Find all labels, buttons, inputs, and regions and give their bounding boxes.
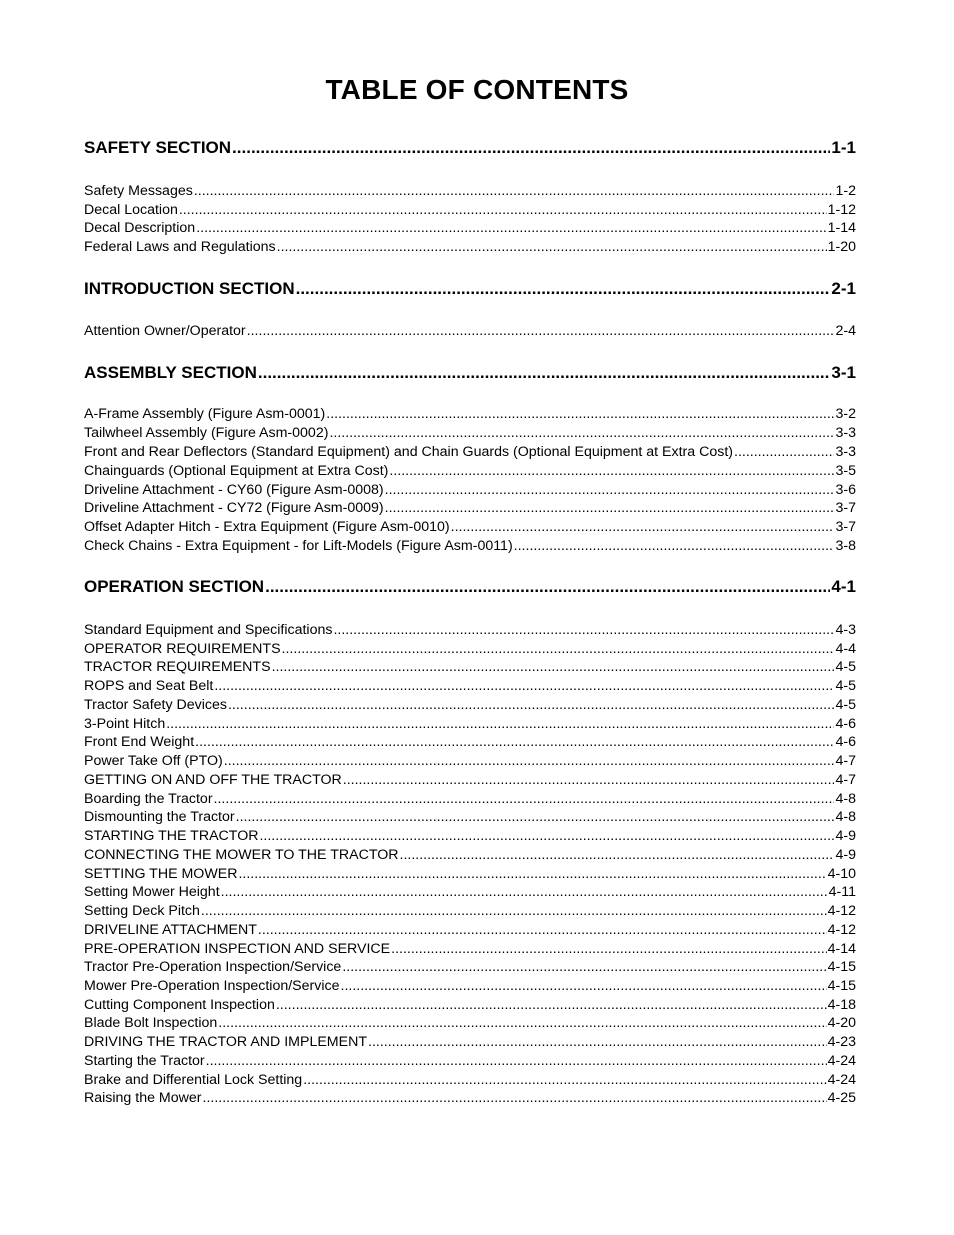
entry-page: 4-7 [835,753,856,769]
entry-page: 3-3 [835,444,856,460]
leader-dots [203,1090,827,1106]
entry-page: 4-9 [835,828,856,844]
leader-dots [391,941,826,957]
entry-label: DRIVELINE ATTACHMENT [84,922,257,938]
entry-label: SETTING THE MOWER [84,866,238,882]
toc-entry[interactable] [84,809,856,826]
toc-entry[interactable] [84,500,856,517]
entry-page: 1-14 [827,220,856,236]
toc-entry[interactable] [84,659,856,676]
entry-page: 4-14 [827,941,856,957]
entry-page: 4-7 [835,772,856,788]
entry-label: Driveline Attachment - CY72 (Figure Asm-0009) [84,500,384,516]
toc-entry[interactable] [84,202,856,219]
leader-dots [368,1034,827,1050]
entry-label: Power Take Off (PTO) [84,753,223,769]
entry-page: 4-24 [827,1053,856,1069]
toc-entry[interactable] [84,425,856,442]
toc-section-operation[interactable] [84,577,856,597]
entry-page: 4-12 [827,903,856,919]
entry-page: 4-9 [835,847,856,863]
entry-label: Check Chains - Extra Equipment - for Lift-Models (Figure Asm-0011) [84,538,513,554]
leader-dots [343,772,835,788]
entry-label: ROPS and Seat Belt [84,678,214,694]
leader-dots [272,659,835,675]
leader-dots [196,220,826,236]
leader-dots [514,538,835,554]
entry-label: Decal Description [84,220,196,236]
entry-label: Mower Pre-Operation Inspection/Service [84,978,340,994]
toc-entry[interactable] [84,1090,856,1107]
entry-page: 4-23 [827,1034,856,1050]
entry-page: 4-18 [827,997,856,1013]
section-label: ASSEMBLY SECTION [84,363,257,382]
entry-page: 4-8 [835,791,856,807]
toc-entry[interactable] [84,941,856,958]
entry-page: 3-7 [835,500,856,516]
leader-dots [734,444,834,460]
toc-entry[interactable] [84,519,856,536]
leader-dots [221,884,828,900]
entry-label: Dismounting the Tractor [84,809,235,825]
toc-entry[interactable] [84,183,856,200]
toc-entry[interactable] [84,922,856,939]
entry-label: Safety Messages [84,183,193,199]
toc-entry[interactable] [84,866,856,883]
entry-label: Federal Laws and Regulations [84,239,276,255]
entry-label: TRACTOR REQUIREMENTS [84,659,271,675]
entry-page: 4-25 [827,1090,856,1106]
entry-page: 3-7 [835,519,856,535]
toc-entry[interactable] [84,463,856,480]
entry-page: 4-4 [835,641,856,657]
leader-dots [224,753,835,769]
entry-page: 1-2 [835,183,856,199]
entry-label: CONNECTING THE MOWER TO THE TRACTOR [84,847,399,863]
entry-label: Front End Weight [84,734,195,750]
toc-entry[interactable] [84,903,856,920]
leader-dots [282,641,835,657]
toc-section-safety[interactable] [84,138,856,158]
entry-label: GETTING ON AND OFF THE TRACTOR [84,772,342,788]
entry-label: Front and Rear Deflectors (Standard Equipment) and Chain Guards (Optional Equipment at Extra Cost) [84,444,734,460]
entry-page: 4-5 [835,697,856,713]
leader-dots [236,809,835,825]
entry-page: 4-24 [827,1072,856,1088]
toc-entry[interactable] [84,716,856,733]
leader-dots [277,239,827,255]
entry-label: Standard Equipment and Specifications [84,622,333,638]
entry-label: 3-Point Hitch [84,716,166,732]
leader-dots [326,406,834,422]
leader-dots [333,622,834,638]
section-label: SAFETY SECTION [84,138,232,157]
leader-dots [385,500,835,516]
toc-entry[interactable] [84,220,856,237]
toc-entry[interactable] [84,444,856,461]
entry-label: OPERATOR REQUIREMENTS [84,641,281,657]
leader-dots [329,425,834,441]
section-page: 3-1 [831,363,856,382]
leader-dots [232,138,830,158]
leader-dots [214,678,834,694]
leader-dots [400,847,835,863]
entry-label: PRE-OPERATION INSPECTION AND SERVICE [84,941,391,957]
leader-dots [259,828,834,844]
leader-dots [166,716,834,732]
toc-entry[interactable] [84,538,856,555]
toc-entry[interactable] [84,406,856,423]
entry-label: Attention Owner/Operator [84,323,246,339]
toc-entry[interactable] [84,1015,856,1032]
page-title: TABLE OF CONTENTS [325,74,629,105]
leader-dots [276,997,827,1013]
toc-entry[interactable] [84,1072,856,1089]
leader-dots [179,202,827,218]
entry-page: 1-12 [827,202,856,218]
entry-label: Offset Adapter Hitch - Extra Equipment (Figure Asm-0010) [84,519,450,535]
entry-label: Driveline Attachment - CY60 (Figure Asm-0008) [84,482,384,498]
leader-dots [389,463,834,479]
toc-entry[interactable] [84,828,856,845]
entry-label: Brake and Differential Lock Setting [84,1072,303,1088]
entry-label: Tailwheel Assembly (Figure Asm-0002) [84,425,329,441]
entry-page: 4-11 [828,884,856,900]
leader-dots [228,697,835,713]
toc-entry[interactable] [84,641,856,658]
entry-label: Raising the Mower [84,1090,202,1106]
entry-label: Decal Location [84,202,178,218]
section-label: INTRODUCTION SECTION [84,279,295,298]
toc-entry[interactable] [84,753,856,770]
toc-entry[interactable] [84,997,856,1014]
toc-entry[interactable] [84,884,856,901]
leader-dots [195,734,834,750]
entry-page: 4-8 [835,809,856,825]
toc-entry[interactable] [84,791,856,808]
leader-dots [296,279,831,299]
leader-dots [238,866,826,882]
entry-page: 3-8 [835,538,856,554]
section-page: 2-1 [831,279,856,298]
toc-entry[interactable] [84,239,856,256]
entry-page: 1-20 [827,239,856,255]
entry-label: STARTING THE TRACTOR [84,828,259,844]
leader-dots [342,959,826,975]
entry-label: Setting Mower Height [84,884,220,900]
leader-dots [218,1015,826,1031]
entry-page: 3-3 [835,425,856,441]
entry-label: Tractor Safety Devices [84,697,227,713]
section-page: 4-1 [831,577,856,596]
entry-page: 4-20 [827,1015,856,1031]
entry-label: Chainguards (Optional Equipment at Extra Cost) [84,463,389,479]
entry-label: Blade Bolt Inspection [84,1015,218,1031]
entry-page: 4-5 [835,659,856,675]
toc-entry[interactable] [84,772,856,789]
toc-entry[interactable] [84,323,856,340]
leader-dots [247,323,835,339]
entry-page: 4-12 [827,922,856,938]
entry-page: 4-5 [835,678,856,694]
entry-label: Cutting Component Inspection [84,997,275,1013]
leader-dots [206,1053,827,1069]
entry-page: 2-4 [835,323,856,339]
toc-section-introduction[interactable] [84,279,856,299]
toc-entry[interactable] [84,734,856,751]
entry-page: 3-5 [835,463,856,479]
entry-label: DRIVING THE TRACTOR AND IMPLEMENT [84,1034,368,1050]
entry-label: Starting the Tractor [84,1053,205,1069]
entry-page: 4-6 [835,716,856,732]
leader-dots [194,183,835,199]
leader-dots [214,791,835,807]
entry-page: 3-6 [835,482,856,498]
entry-page: 4-15 [827,978,856,994]
entry-page: 3-2 [835,406,856,422]
entry-label: Boarding the Tractor [84,791,213,807]
toc-entry[interactable] [84,847,856,864]
toc-entry[interactable] [84,622,856,639]
entry-label: A-Frame Assembly (Figure Asm-0001) [84,406,326,422]
toc-section-assembly[interactable] [84,363,856,383]
entry-label: Tractor Pre-Operation Inspection/Service [84,959,342,975]
leader-dots [451,519,835,535]
toc-entry[interactable] [84,678,856,695]
entry-label: Setting Deck Pitch [84,903,200,919]
toc-entry[interactable] [84,697,856,714]
leader-dots [341,978,827,994]
section-label: OPERATION SECTION [84,577,265,596]
entry-page: 4-3 [835,622,856,638]
entry-page: 4-10 [827,866,856,882]
leader-dots [201,903,827,919]
entry-page: 4-6 [835,734,856,750]
toc-entry[interactable] [84,959,856,976]
leader-dots [303,1072,826,1088]
leader-dots [258,922,827,938]
leader-dots [258,363,831,383]
entry-page: 4-15 [827,959,856,975]
section-page: 1-1 [831,138,856,157]
toc-entry[interactable] [84,1053,856,1070]
leader-dots [385,482,835,498]
toc-entry[interactable] [84,482,856,499]
leader-dots [265,577,830,597]
toc-entry[interactable] [84,1034,856,1051]
toc-entry[interactable] [84,978,856,995]
